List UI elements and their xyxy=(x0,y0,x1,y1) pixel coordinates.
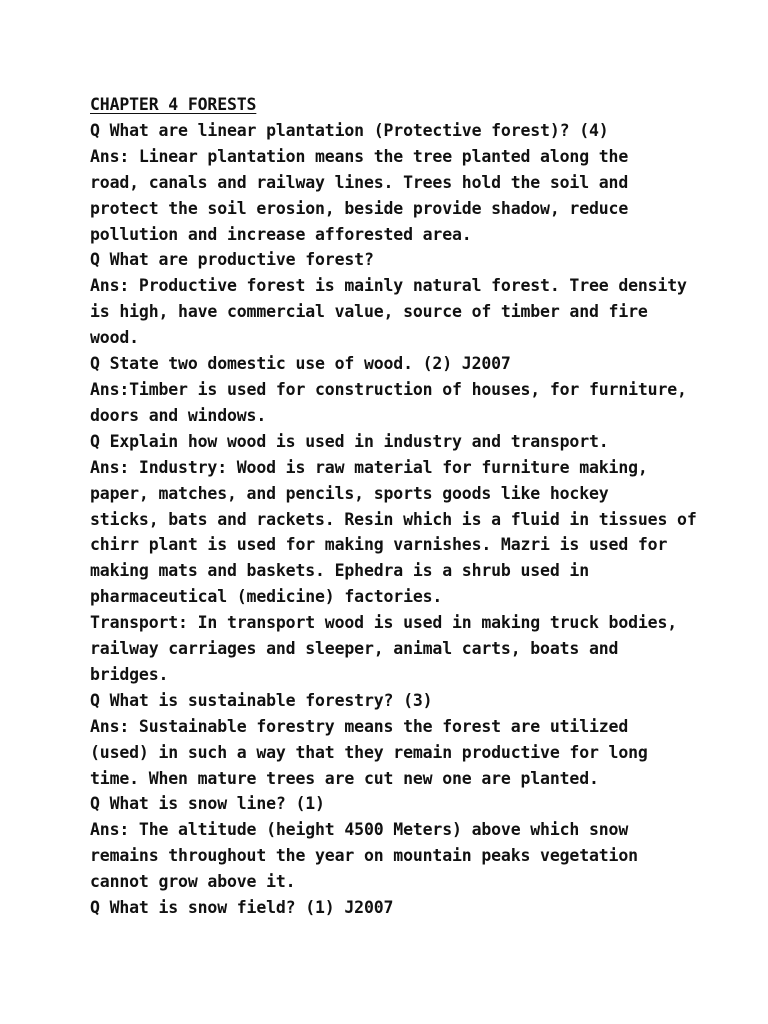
text-line: pollution and increase afforested area. xyxy=(90,224,472,244)
text-line: Ans: Industry: Wood is raw material for furniture making, xyxy=(90,457,648,477)
text-line: making mats and baskets. Ephedra is a shrub used in xyxy=(90,561,589,581)
text-line: bridges. xyxy=(90,664,169,684)
document-page xyxy=(90,92,730,921)
text-line: Q What is snow field? (1) J2007 xyxy=(90,898,394,918)
text-line: railway carriages and sleeper, animal carts, boats and xyxy=(90,639,619,659)
text-line: protect the soil erosion, beside provide shadow, reduce xyxy=(90,198,629,218)
text-line: Ans: Linear plantation means the tree planted along the xyxy=(90,146,629,166)
text-line: paper, matches, and pencils, sports goods like hockey xyxy=(90,483,609,503)
text-line: Q What is sustainable forestry? (3) xyxy=(90,690,433,710)
text-line: Ans: Sustainable forestry means the forest are utilized xyxy=(90,716,629,736)
text-line: Q What are linear plantation (Protective forest)? (4) xyxy=(90,120,609,140)
text-line: cannot grow above it. xyxy=(90,872,296,892)
text-line: remains throughout the year on mountain peaks vegetation xyxy=(90,846,638,866)
text-line: doors and windows. xyxy=(90,405,267,425)
text-line: is high, have commercial value, source of timber and fire xyxy=(90,302,648,322)
text-line: Q What is snow line? (1) xyxy=(90,794,325,814)
text-line: chirr plant is used for making varnishes. Mazri is used for xyxy=(90,535,668,555)
text-line: Ans:Timber is used for construction of houses, for furniture, xyxy=(90,379,687,399)
text-line: Q State two domestic use of wood. (2) J2007 xyxy=(90,354,511,374)
text-line: Transport: In transport wood is used in making truck bodies, xyxy=(90,613,678,633)
text-line: (used) in such a way that they remain productive for long xyxy=(90,742,648,762)
text-line: wood. xyxy=(90,328,139,348)
text-line: Ans: Productive forest is mainly natural forest. Tree density xyxy=(90,276,687,296)
text-line: road, canals and railway lines. Trees hold the soil and xyxy=(90,172,629,192)
text-line: time. When mature trees are cut new one are planted. xyxy=(90,768,599,788)
document-title: CHAPTER 4 FORESTS xyxy=(90,95,257,114)
text-line: Q What are productive forest? xyxy=(90,250,374,270)
text-line: sticks, bats and rackets. Resin which is a fluid in tissues of xyxy=(90,509,697,529)
text-line: Ans: The altitude (height 4500 Meters) above which snow xyxy=(90,820,629,840)
text-line: Q Explain how wood is used in industry and transport. xyxy=(90,431,609,451)
text-line: pharmaceutical (medicine) factories. xyxy=(90,587,443,607)
